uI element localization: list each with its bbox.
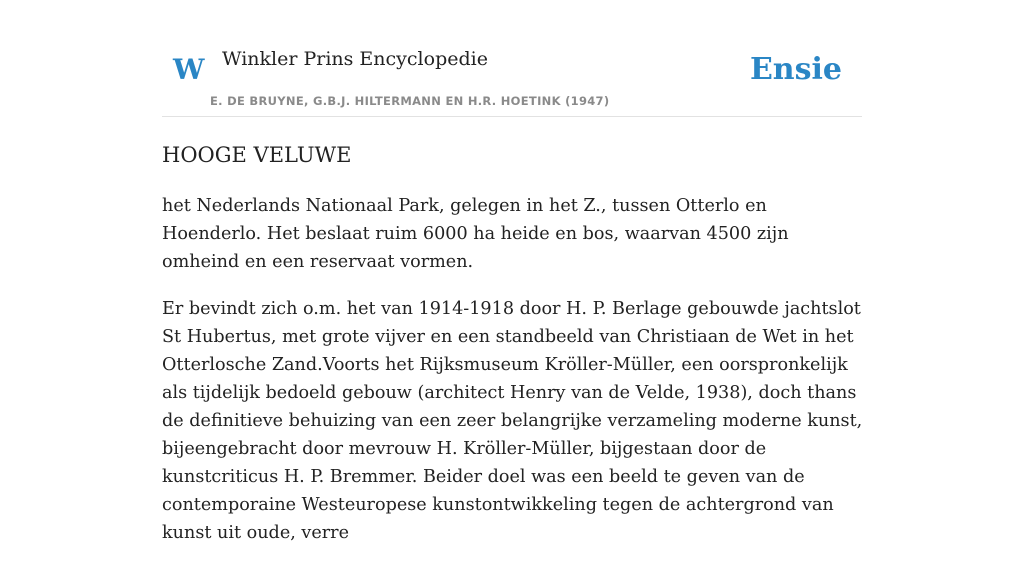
source-title[interactable]: Winkler Prins Encyclopedie bbox=[222, 48, 488, 70]
ensie-logo[interactable]: Ensie bbox=[749, 52, 842, 87]
source-header bbox=[162, 0, 862, 117]
entry-paragraph: het Nederlands Nationaal Park, gelegen in het Z., tussen Otterlo en Hoenderlo. Het beslaat ruim 6000 ha heide en bos, waarvan 4500 zijn omheind en een reservaat vormen. bbox=[162, 196, 789, 272]
entry-body bbox=[162, 192, 866, 566]
encyclopedia-logo[interactable]: W bbox=[173, 53, 205, 86]
source-authors: E. DE BRUYNE, G.B.J. HILTERMANN EN H.R. HOETINK (1947) bbox=[210, 94, 610, 108]
entry-title: HOOGE VELUWE bbox=[162, 143, 352, 167]
entry-paragraph: Er bevindt zich o.m. het van 1914-1918 door H. P. Berlage gebouwde jachtslot St Hubertus, met grote vijver en een standbeeld van Christiaan de Wet in het Otterlosche Zand.Voorts het Rijksmuseum Kröller-Müller, een oorspronkelijk als tijdelijk bedoeld gebouw (architect Henry van de Velde, 1938), doch thans de definitieve behuizing van een zeer belangrijke verzameling moderne kunst, bijeengebracht door mevrouw H. Kröller-Müller, bijgestaan door de kunstcriticus H. P. Bremmer. Beider doel was een beeld te geven van de contemporaine Westeuropese kunstontwikkeling tegen de achtergrond van kunst uit oude, verre bbox=[162, 299, 863, 543]
